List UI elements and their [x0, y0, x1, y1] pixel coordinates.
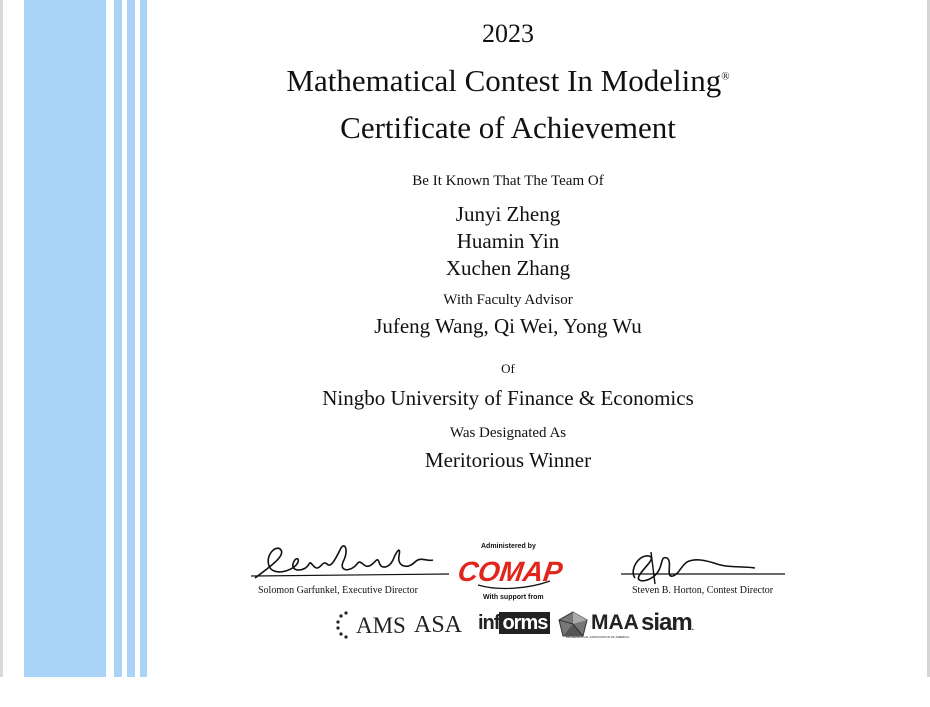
informs-logo-part: inf — [478, 612, 500, 634]
team-lead-text: Be It Known That The Team Of — [412, 173, 604, 189]
siam-logo — [641, 609, 693, 637]
administered-by-label: Administered by — [481, 543, 536, 550]
maa-logo: MAA — [591, 611, 639, 634]
viewer-bottom-margin — [0, 677, 930, 707]
contest-director-signature — [621, 548, 786, 588]
decorative-stripe — [127, 0, 135, 677]
institution-name: Ningbo University of Finance & Economics — [322, 386, 694, 410]
executive-director-signature — [251, 542, 451, 588]
contest-name-text: Mathematical Contest In Modeling — [286, 63, 722, 98]
siam-logo-text: siam — [641, 609, 692, 636]
informs-logo-part: orms — [499, 612, 550, 634]
comap-logo-text: COMAP — [455, 556, 565, 587]
designation-lead-text: Was Designated As — [449, 425, 567, 441]
support-from-label: With support from — [483, 594, 544, 601]
of-label: Of — [501, 361, 515, 376]
decorative-stripe — [140, 0, 147, 677]
award-designation: Meritorious Winner — [424, 448, 592, 472]
faculty-advisors: Jufeng Wang, Qi Wei, Yong Wu — [374, 314, 642, 338]
ams-logo-mark — [336, 610, 356, 640]
registered-mark: ® — [721, 70, 730, 83]
informs-logo — [478, 612, 550, 635]
asa-logo: ASA — [414, 612, 463, 638]
advisor-lead-text: With Faculty Advisor — [443, 292, 573, 308]
decorative-stripe — [114, 0, 122, 677]
ams-logo: AMS — [356, 613, 406, 638]
team-member: Junyi Zheng — [455, 202, 561, 226]
contest-director-caption: Steven B. Horton, Contest Director — [632, 585, 774, 596]
decorative-band — [24, 0, 106, 677]
team-member: Huamin Yin — [456, 229, 560, 253]
certificate-page — [3, 0, 927, 677]
certificate-year: 2023 — [482, 19, 534, 48]
executive-director-caption: Solomon Garfunkel, Executive Director — [258, 585, 418, 596]
maa-full-name: MATHEMATICAL ASSOCIATION OF AMERICA — [566, 635, 630, 639]
siam-logo-dot: . — [691, 623, 693, 632]
comap-logo — [455, 551, 565, 591]
certificate-title: Certificate of Achievement — [340, 110, 676, 145]
contest-name — [286, 63, 729, 99]
team-member: Xuchen Zhang — [445, 256, 571, 280]
